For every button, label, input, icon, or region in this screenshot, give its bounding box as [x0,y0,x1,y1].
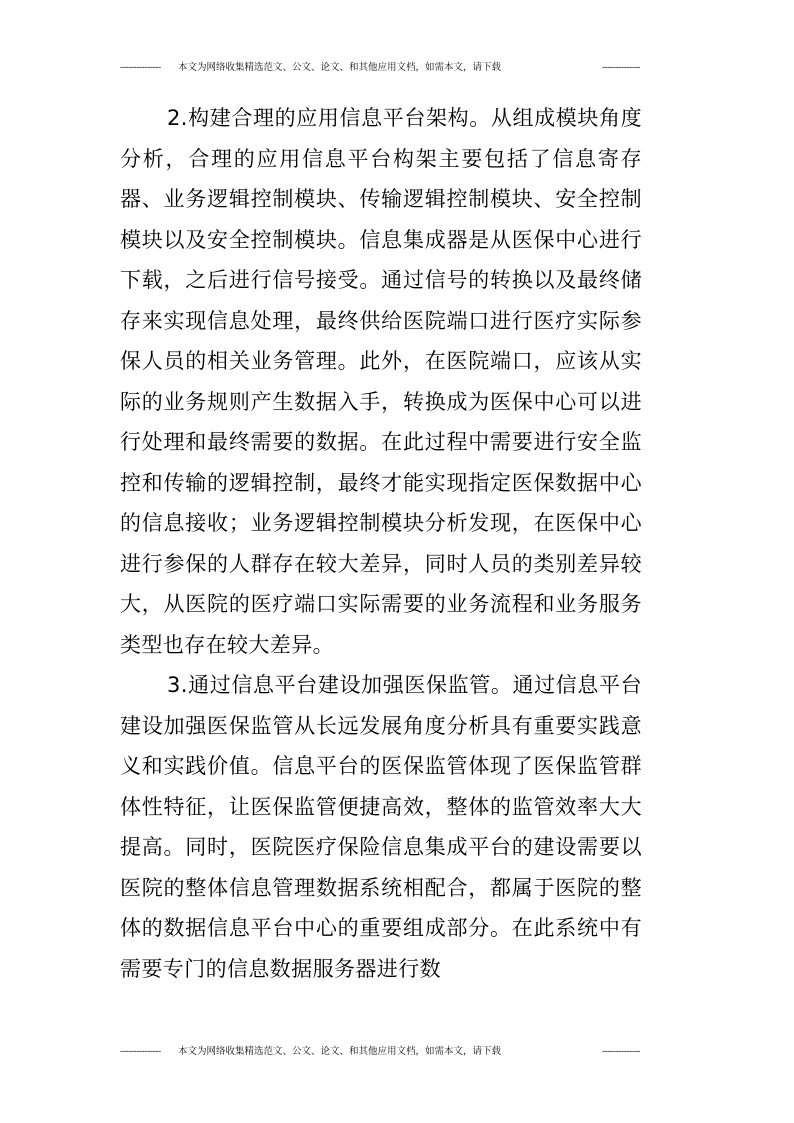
document-body [120,98,642,989]
paragraph-platform-architecture: 2.构建合理的应用信息平台架构。从组成模块角度分析，合理的应用信息平台构架主要包括了信息寄存器、业务逻辑控制模块、传输逻辑控制模块、安全控制模块以及安全控制模块。信息集成器是从医保中心进行下载，之后进行信号接受。通过信号的转换以及最终储存来实现信息处理，最终供给医院端口进行医疗实际参保人员的相关业务管理。此外，在医院端口，应该从实际的业务规则产生数据入手，转换成为医保中心可以进行处理和最终需要的数据。在此过程中需要进行安全监控和传输的逻辑控制，最终才能实现指定医保数据中心的信息接收；业务逻辑控制模块分析发现，在医保中心进行参保的人群存在较大差异，同时人员的类别差异较大，从医院的医疗端口实际需要的业务流程和业务服务类型也存在较大差异。 [120,106,642,657]
footer-notice: 本文为网络收集精选范文、公文、论文、和其他应用文档，如需本文，请下载 [178,1046,502,1057]
footer-dash-left: --------------- [120,1046,161,1057]
header-notice: 本文为网络收集精选范文、公文、论文、和其他应用文档，如需本文，请下载 [178,62,502,73]
paragraph-strengthen-supervision: 3.通过信息平台建设加强医保监管。通过信息平台建设加强医保监管从长远发展角度分析具有重要实践意义和实践价值。信息平台的医保监管体现了医保监管群体性特征，让医保监管便捷高效，整体的监管效率大大提高。同时，医院医疗保险信息集成平台的建设需要以医院的整体信息管理数据系统相配合，都属于医院的整体的数据信息平台中心的重要组成部分。在此系统中有需要专门的信息数据服务器进行数 [120,673,642,981]
page-footer [120,1045,640,1059]
footer-dash-right: -------------- [602,1046,640,1057]
page-header [120,61,640,75]
header-dash-left: --------------- [120,62,161,73]
header-dash-right: -------------- [602,62,640,73]
